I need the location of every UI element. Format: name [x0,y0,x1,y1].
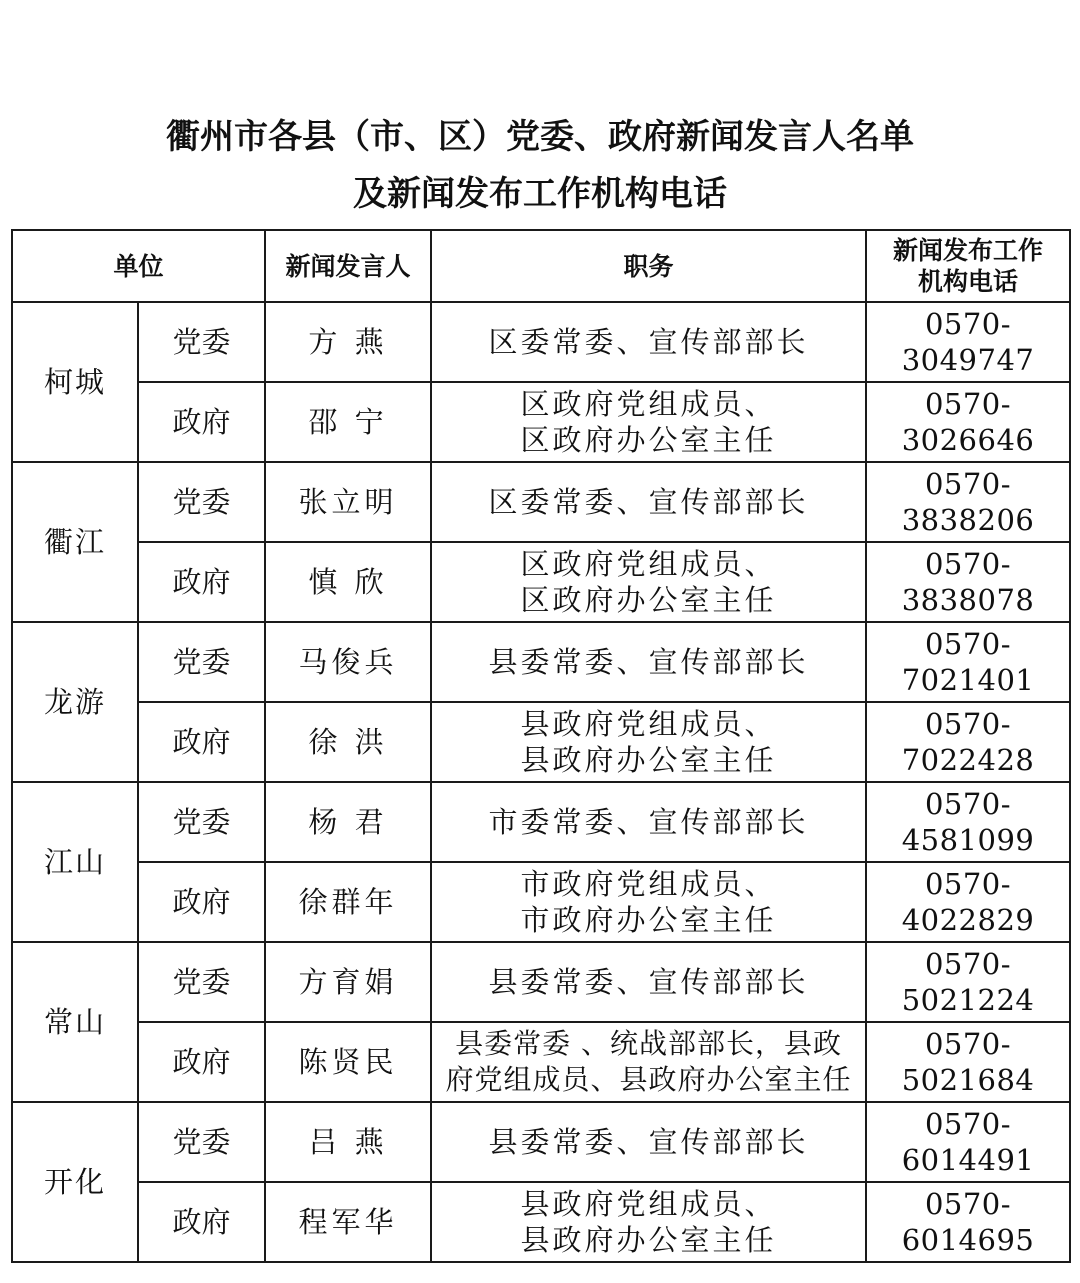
position-cell: 县委常委、宣传部部长 [431,622,866,702]
position-cell [431,862,866,942]
table-row [12,462,1070,542]
table-header-row [12,230,1070,302]
table-row [12,702,1070,782]
org-cell: 党委 [138,462,265,542]
org-cell: 政府 [138,702,265,782]
org-cell: 政府 [138,862,265,942]
table-row [12,1022,1070,1102]
phone-cell: 0570-7022428 [866,702,1070,782]
position-line-1: 县政府党组成员、 [520,707,777,741]
position-cell [431,702,866,782]
position-line-2: 县政府办公室主任 [520,743,777,777]
spokesperson-cell: 方育娟 [265,942,431,1022]
spokesperson-cell: 张立明 [265,462,431,542]
phone-cell: 0570-4581099 [866,782,1070,862]
phone-cell: 0570-6014695 [866,1182,1070,1262]
position-cell: 县委常委、宣传部部长 [431,1102,866,1182]
org-cell: 政府 [138,382,265,462]
position-line-1: 县政府党组成员、 [520,1187,777,1221]
spokesperson-cell: 邵 宁 [265,382,431,462]
table-row [12,862,1070,942]
spokesperson-cell: 方 燕 [265,302,431,382]
spokesperson-cell: 吕 燕 [265,1102,431,1182]
position-line-2: 区政府办公室主任 [520,583,777,617]
org-cell: 党委 [138,942,265,1022]
position-line-2: 县政府办公室主任 [520,1223,777,1257]
position-cell: 县委常委、宣传部部长 [431,942,866,1022]
county-cell: 江山 [12,782,138,942]
spokesperson-table [11,229,1071,1263]
spokesperson-cell: 徐 洪 [265,702,431,782]
county-cell: 柯城 [12,302,138,462]
header-position: 职务 [431,230,866,302]
spokesperson-cell: 慎 欣 [265,542,431,622]
position-line-1: 区政府党组成员、 [520,387,777,421]
header-phone [866,230,1070,302]
county-cell: 开化 [12,1102,138,1262]
position-line-1: 区政府党组成员、 [520,547,777,581]
org-cell: 党委 [138,1102,265,1182]
org-cell: 政府 [138,542,265,622]
spokesperson-cell: 程军华 [265,1182,431,1262]
phone-cell: 0570-7021401 [866,622,1070,702]
spokesperson-cell: 杨 君 [265,782,431,862]
header-spokesperson: 新闻发言人 [265,230,431,302]
position-cell: 区委常委、宣传部部长 [431,302,866,382]
county-cell: 龙游 [12,622,138,782]
table-row [12,302,1070,382]
county-cell: 常山 [12,942,138,1102]
header-unit: 单位 [12,230,265,302]
org-cell: 党委 [138,302,265,382]
position-line-2: 府党组成员、县政府办公室主任 [445,1063,852,1096]
position-cell: 区委常委、宣传部部长 [431,462,866,542]
phone-cell: 0570-5021224 [866,942,1070,1022]
phone-cell: 0570-3049747 [866,302,1070,382]
phone-cell: 0570-6014491 [866,1102,1070,1182]
position-cell: 市委常委、宣传部部长 [431,782,866,862]
table-row [12,622,1070,702]
position-cell [431,1022,866,1102]
document-title-line-2: 及新闻发布工作机构电话 [353,174,727,214]
spokesperson-cell: 陈贤民 [265,1022,431,1102]
org-cell: 政府 [138,1182,265,1262]
table-row [12,942,1070,1022]
table-row [12,382,1070,462]
position-line-1: 市政府党组成员、 [520,867,777,901]
spokesperson-cell: 马俊兵 [265,622,431,702]
document-title-line-1: 衢州市各县（市、区）党委、政府新闻发言人名单 [166,117,914,157]
position-line-2: 区政府办公室主任 [520,423,777,457]
phone-cell: 0570-4022829 [866,862,1070,942]
org-cell: 党委 [138,782,265,862]
spokesperson-cell: 徐群年 [265,862,431,942]
phone-cell: 0570-3838206 [866,462,1070,542]
position-line-1: 县委常委 、统战部部长，县政 [455,1027,842,1060]
table-row [12,542,1070,622]
position-cell [431,1182,866,1262]
header-phone-line-2: 机构电话 [918,267,1019,296]
county-cell: 衢江 [12,462,138,622]
position-cell [431,382,866,462]
phone-cell: 0570-3838078 [866,542,1070,622]
phone-cell: 0570-5021684 [866,1022,1070,1102]
table-row [12,782,1070,862]
position-cell [431,542,866,622]
position-line-2: 市政府办公室主任 [520,903,777,937]
org-cell: 党委 [138,622,265,702]
phone-cell: 0570-3026646 [866,382,1070,462]
table-row [12,1182,1070,1262]
org-cell: 政府 [138,1022,265,1102]
table-row [12,1102,1070,1182]
header-phone-line-1: 新闻发布工作 [893,236,1044,265]
